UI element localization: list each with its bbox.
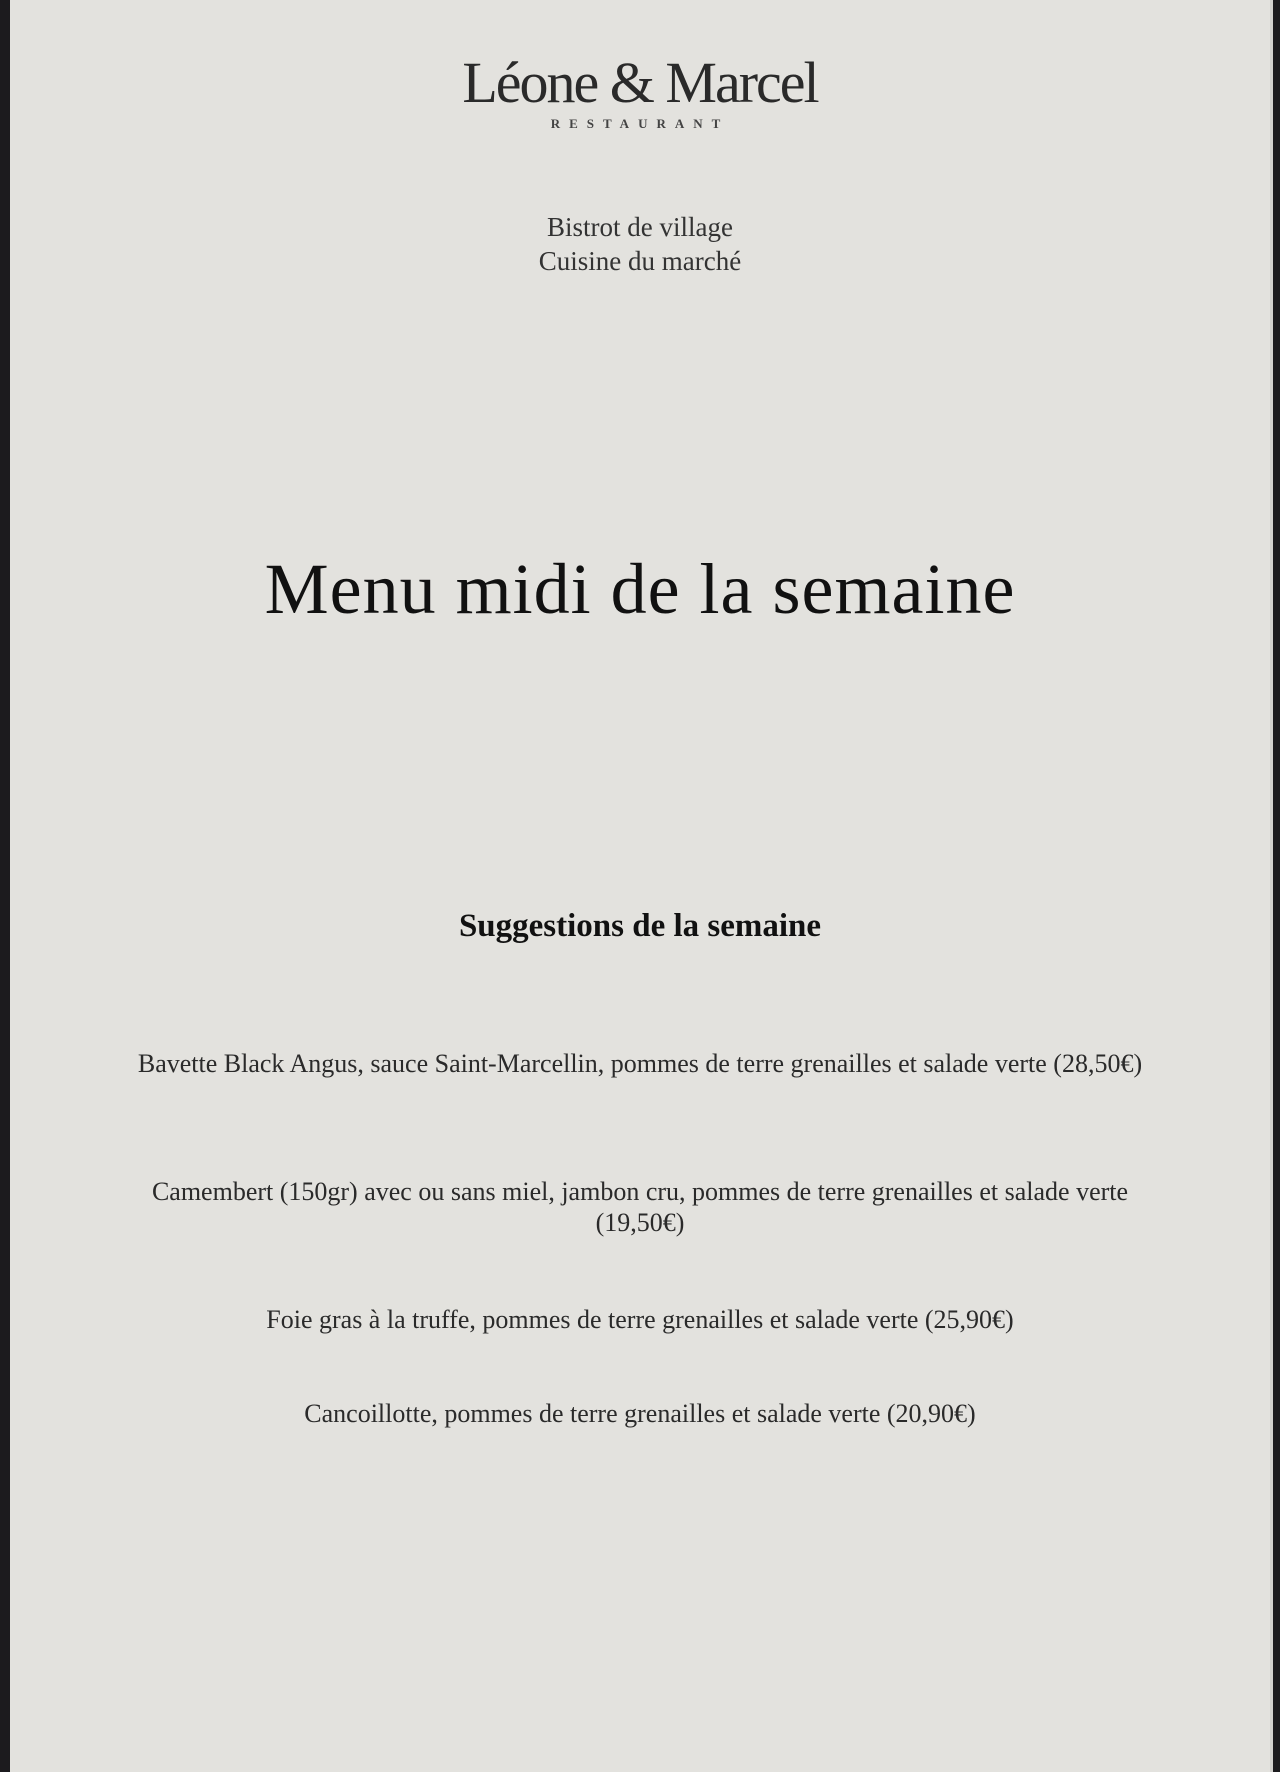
menu-item: Bavette Black Angus, sauce Saint-Marcellin, pommes de terre grenailles et salade verte (28,50€) (137, 1049, 1143, 1078)
menu-item: Camembert (150gr) avec ou sans miel, jambon cru, pommes de terre grenailles et salade verte (19,50€) (151, 1177, 1129, 1237)
menu-item: Foie gras à la truffe, pommes de terre grenailles et salade verte (25,90€) (266, 1305, 1014, 1334)
tagline-2: Cuisine du marché (538, 246, 742, 276)
page-title: Menu midi de la semaine (264, 549, 1016, 629)
restaurant-logo: Léone & Marcel (462, 50, 818, 115)
menu-page (10, 0, 1273, 1772)
logo-subtitle: RESTAURANT (550, 116, 730, 131)
tagline-1: Bistrot de village (547, 212, 733, 242)
section-title: Suggestions de la semaine (458, 908, 822, 944)
menu-item: Cancoillotte, pommes de terre grenailles et salade verte (20,90€) (304, 1399, 976, 1428)
